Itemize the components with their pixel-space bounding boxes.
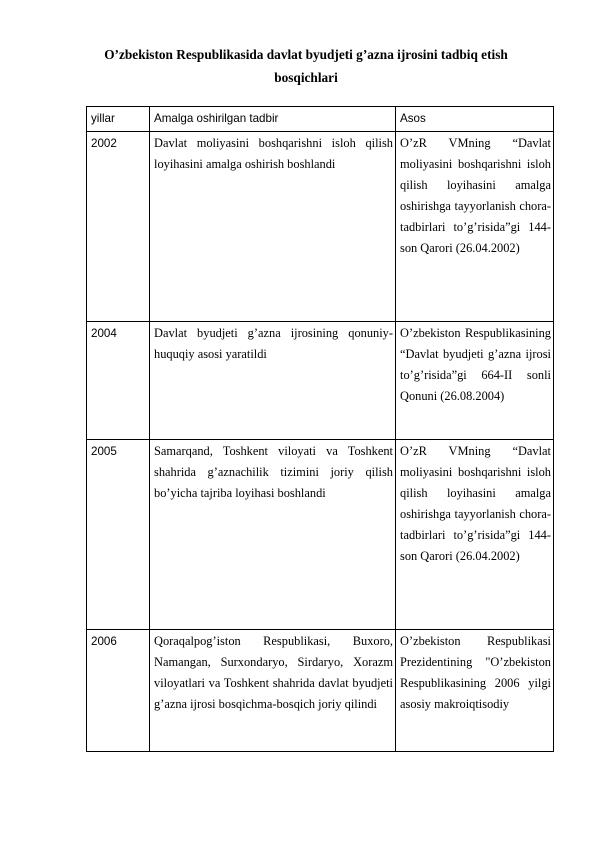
table-row <box>87 440 554 630</box>
table-row <box>87 132 554 322</box>
action-cell: Samarqand, Toshkent viloyati va Toshkent shahrida g’aznachilik tizimini joriy qilish bo’yicha tajriba loyihasi boshlandi <box>150 440 396 630</box>
stages-table <box>86 106 554 752</box>
action-cell: Davlat byudjeti g’azna ijrosining qonuniy-huquqiy asosi yaratildi <box>150 322 396 440</box>
basis-cell: O’zbekiston Respublikasi Prezidentining "O’zbekiston Respublikasining 2006 yilgi asosiy makroiqtisodiy <box>396 630 554 752</box>
action-cell: Davlat moliyasini boshqarishni isloh qilish loyihasini amalga oshirish boshlandi <box>150 132 396 322</box>
year-cell: 2005 <box>87 440 150 630</box>
basis-cell: O’zbekiston Respublikasining “Davlat byudjeti g’azna ijrosi to’g’risida”gi 664-II sonli Qonuni (26.08.2004) <box>396 322 554 440</box>
year-cell: 2006 <box>87 630 150 752</box>
table-row <box>87 322 554 440</box>
title-line-1: O’zbekiston Respublikasida davlat byudjeti g’azna ijrosini tadbiq etish <box>104 47 508 62</box>
table-header-row <box>87 107 554 132</box>
basis-cell: O’zR VMning “Davlat moliyasini boshqarishni isloh qilish loyihasini amalga oshirishga tayyorlanish chora-tadbirlari to’g’risida”gi 144-son Qarori (26.04.2002) <box>396 440 554 630</box>
header-cell-action: Amalga oshirilgan tadbir <box>150 107 396 132</box>
document-title <box>96 43 516 89</box>
header-cell-basis: Asos <box>396 107 554 132</box>
table-row <box>87 630 554 752</box>
basis-cell: O’zR VMning “Davlat moliyasini boshqarishni isloh qilish loyihasini amalga oshirishga tayyorlanish chora-tadbirlari to’g’risida”gi 144-son Qarori (26.04.2002) <box>396 132 554 322</box>
year-cell: 2002 <box>87 132 150 322</box>
header-cell-years: yillar <box>87 107 150 132</box>
title-line-2: bosqichlari <box>274 70 338 85</box>
action-cell: Qoraqalpog’iston Respublikasi, Buxoro, Namangan, Surxondaryo, Sirdaryo, Xorazm viloyatlari va Toshkent shahrida davlat byudjeti g’azna ijrosi bosqichma-bosqich joriy qilindi <box>150 630 396 752</box>
year-cell: 2004 <box>87 322 150 440</box>
